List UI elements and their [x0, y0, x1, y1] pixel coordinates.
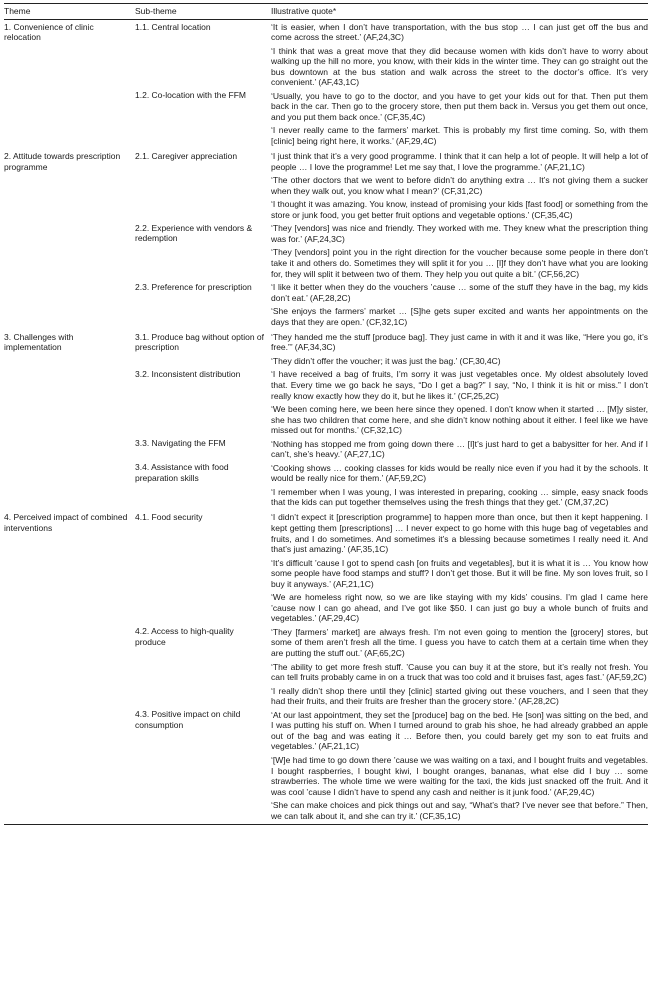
subtheme-cell: 1.2. Co-location with the FFM: [135, 90, 247, 101]
quote-cell: ‘I never really came to the farmers’ market. This is probably my first time coming. So, with them [clinic] being right here, it works.’ (AF,29,4C): [271, 125, 648, 147]
subtheme-cell: [135, 557, 271, 592]
themes-table: [4, 3, 648, 825]
table-row: [4, 355, 648, 369]
subtheme-cell: [135, 661, 271, 685]
table-row: [4, 404, 648, 439]
subtheme-cell: 4.1. Food security: [135, 512, 203, 523]
subtheme-cell: 1.1. Central location: [135, 21, 211, 32]
quote-cell: ‘Nothing has stopped me from going down there … [I]t’s just hard to get a babysitter for her. And if I can’t, she’s heavy.’ (AF,27,1C): [271, 438, 648, 460]
theme-cell: 3. Challenges with implementation: [4, 331, 74, 353]
table-row: [4, 149, 648, 175]
table-row: [4, 223, 648, 247]
subtheme-cell: [135, 486, 271, 510]
theme-cell: [4, 626, 135, 661]
quote-cell: ‘The ability to get more fresh stuff. ’Cause you can buy it at the store, but it’s really not fresh. You can tell fruits probably came in on a truck that was too cold and it bruises fast, ages fast.’ (AF,59,2C): [271, 661, 648, 683]
quote-cell: ‘They handed me the stuff [produce bag]. They just came in with it and it was like, “Here you go, it’s free.”’ (AF,34,3C): [271, 331, 648, 353]
theme-cell: [4, 306, 135, 330]
theme-cell: [4, 592, 135, 627]
table-row: [4, 90, 648, 125]
header-quote: Illustrative quote*: [271, 4, 648, 20]
quote-cell: ‘They [farmers’ market] are always fresh. I’m not even going to mention the [grocery] stores, but some of them aren’t fresh all the time. I guess you have to catch them at a certain time when they are putting the stuff out.’ (AF,65,2C): [271, 626, 648, 659]
subtheme-cell: 2.3. Preference for prescription: [135, 281, 252, 292]
table-row: [4, 462, 648, 486]
theme-cell: [4, 557, 135, 592]
theme-cell: [4, 754, 135, 799]
quote-cell: ‘It is easier, when I don’t have transportation, with the bus stop … I can just get off the bus and come across the street.’ (AF,24,3C): [271, 21, 648, 43]
table-row: [4, 330, 648, 356]
table-row: [4, 438, 648, 462]
subtheme-cell: [135, 404, 271, 439]
subtheme-cell: 2.1. Caregiver appreciation: [135, 151, 238, 162]
table-row: [4, 199, 648, 223]
quote-cell: ‘It’s difficult ’cause I got to spend cash [on fruits and vegetables], but it is what it is … You know how some people have food stamps and stuff? I don’t get those. But it will be fine. My son loves fruit, so I buy it anyways.’ (AF,21,1C): [271, 557, 648, 589]
theme-cell: [4, 175, 135, 199]
quote-cell: ‘They [vendors] point you in the right direction for the voucher because some people in there don’t take it and others do. Sometimes they will split it for you … [I]f they don’t have what you are looking for, they will split it between two of them. They help you out quite a bit.’ (CF,56,2C): [271, 247, 648, 279]
quote-cell: ‘I thought it was amazing. You know, instead of promising your kids [fast food] or something from the store or junk food, you get better fruit options and vegetable options.’ (CF,35,4C): [271, 199, 648, 220]
quote-cell: ‘She can make choices and pick things out and say, “What’s that? I’ve never see that before.” Then, we can talk about it, and she can try it.’ (CF,35,1C): [271, 800, 648, 825]
subtheme-cell: [135, 175, 271, 199]
table-row: [4, 282, 648, 306]
quote-cell: ‘They didn’t offer the voucher; it was just the bag.’ (CF,30,4C): [271, 355, 501, 366]
theme-cell: [4, 709, 135, 754]
theme-cell: [4, 282, 135, 306]
table-row: [4, 125, 648, 149]
quote-cell: ‘I have received a bag of fruits, I’m sorry it was just vegetables once. My oldest absolutely loved that. Every time we go back he says, “Do I get a bag?” I say, “No, I think it is hit or miss.” I don’t really know exactly how they do it, but he likes it.’ (CF,25,2C): [271, 369, 648, 401]
table-row: [4, 592, 648, 627]
table-row: [4, 661, 648, 685]
subtheme-cell: [135, 754, 271, 799]
theme-cell: 2. Attitude towards prescription programme: [4, 151, 121, 172]
table-row: [4, 754, 648, 799]
theme-cell: 1. Convenience of clinic relocation: [4, 21, 94, 43]
quote-cell: ‘Usually, you have to go to the doctor, and you have to get your kids out for that. Then put them back in the car. Then go to the grocery store, then put them back in. Versus you get them out once, and you put them back once.’ (CF,35,4C): [271, 90, 648, 122]
subtheme-cell: [135, 125, 271, 149]
table-row: [4, 626, 648, 661]
table-row: [4, 247, 648, 282]
table-row: [4, 557, 648, 592]
table-body: [4, 19, 648, 825]
theme-cell: [4, 800, 135, 825]
quote-cell: ‘I really didn’t shop there until they [clinic] started giving out these vouchers, and I seen that they had their fruits, and their fruits are fresher than the grocery store.’ (AF,28,2C): [271, 685, 648, 707]
table-row: [4, 709, 648, 754]
subtheme-cell: 3.1. Produce bag without option of prescription: [135, 331, 265, 353]
quote-cell: ‘We been coming here, we been here since they opened. I don’t know when it started … [M]y sister, she has two children that come here, and she didn’t know nothing about it either. I feel like we have missed out for months.’ (CF,32,1C): [271, 404, 648, 436]
subtheme-cell: [135, 45, 271, 90]
subtheme-cell: 3.4. Assistance with food preparation skills: [135, 462, 229, 483]
quote-cell: ‘At our last appointment, they set the [produce] bag on the bed. He [son] was sitting on the bed, and I was putting his stuff on. When I turned around to grab his shoe, he had already grabbed an apple out of the bag and was eating it … Before then, you could barely get my son to eat fruits and vegetables.’ (AF,21,1C): [271, 709, 648, 752]
quote-cell: ‘We are homeless right now, so we are like staying with my kids’ cousins. I’m glad I came here ’cause now I can go ahead, and I’ve got like $50. I can just go buy a whole bunch of fruits and vegetables.’ (AF,29,4C): [271, 592, 648, 624]
theme-cell: [4, 223, 135, 247]
table-row: [4, 685, 648, 709]
quote-cell: ‘I think that was a great move that they did because women with kids don’t have to worry about walking up the hill no more, you know, with their kids in the winter time. They can go straight out the bus downtown at the bus station and walk across the street to the doctor’s office. It’s very convenient.’ (AF,43,1C): [271, 45, 648, 88]
theme-cell: [4, 462, 135, 486]
subtheme-cell: [135, 306, 271, 330]
header-theme: Theme: [4, 4, 135, 20]
theme-cell: [4, 355, 135, 369]
table-row: [4, 175, 648, 199]
quote-cell: ‘[W]e had time to go down there ’cause we was waiting on a taxi, and I bought fruits and vegetables. I bought raspberries, I bought kiwi, I bought oranges, bananas, what else did I buy … some strawberries. The whole time we were waiting for the taxi, the kids just snacked off the fruit. And it was cool ’cause I didn’t have to spend any cash and neither is it junk food.’ (AF,29,4C): [271, 754, 648, 797]
quote-cell: ‘They [vendors] was nice and friendly. They worked with me. They knew what the prescription thing was for.’ (AF,24,3C): [271, 223, 648, 244]
quote-cell: ‘I remember when I was young, I was interested in preparing, cooking … simple, easy snack foods that the kids can put together themselves using the fresh things that they get.’ (CM,37,2C): [271, 486, 648, 508]
theme-cell: [4, 247, 135, 282]
subtheme-cell: 4.2. Access to high-quality produce: [135, 626, 234, 647]
theme-cell: [4, 438, 135, 462]
subtheme-cell: 4.3. Positive impact on child consumption: [135, 709, 241, 730]
quote-cell: ‘I just think that it’s a very good programme. I think that it can help a lot of people. It will help a lot of people … I love the programme! Let me say that, I love the programme.’ (AF,21,1C): [271, 151, 648, 172]
quote-cell: ‘The other doctors that we went to before didn’t do anything extra … It’s not giving them a sucker when they walk out, you know what I mean?’ (CF,31,2C): [271, 175, 648, 196]
subtheme-cell: [135, 355, 271, 369]
theme-cell: [4, 45, 135, 90]
quote-cell: ‘Cooking shows … cooking classes for kids would be really nice even if you had it by the schools. It would be really nice for them.’ (AF,59,2C): [271, 462, 648, 484]
theme-cell: [4, 685, 135, 709]
header-row: [4, 4, 648, 20]
table-row: [4, 45, 648, 90]
quote-cell: ‘I like it better when they do the vouchers ’cause … some of the stuff they have in the bag, my kids don’t eat.’ (AF,28,2C): [271, 282, 648, 303]
subtheme-cell: [135, 800, 271, 825]
theme-cell: 4. Perceived impact of combined interventions: [4, 512, 128, 534]
table-row: [4, 19, 648, 45]
subtheme-cell: 2.2. Experience with vendors & redemption: [135, 222, 253, 244]
table-header: [4, 4, 648, 20]
table-row: [4, 486, 648, 510]
table-row: [4, 800, 648, 825]
quote-cell: ‘I didn’t expect it [prescription programme] to happen more than once, but then it kept happening. I kept getting them [prescriptions] … I never expect to go home with this huge bag of vegetables and fruits, and I do sometimes. And sometimes it’s a blessing because sometimes I really need it. And that’s just amazing.’ (AF,35,1C): [271, 512, 648, 555]
subtheme-cell: [135, 247, 271, 282]
table-row: [4, 369, 648, 404]
subtheme-cell: 3.2. Inconsistent distribution: [135, 368, 241, 379]
theme-cell: [4, 199, 135, 223]
theme-cell: [4, 661, 135, 685]
table-row: [4, 510, 648, 557]
theme-cell: [4, 369, 135, 404]
header-subtheme: Sub-theme: [135, 4, 271, 20]
subtheme-cell: [135, 592, 271, 627]
table-row: [4, 306, 648, 330]
subtheme-cell: 3.3. Navigating the FFM: [135, 438, 226, 449]
subtheme-cell: [135, 199, 271, 223]
theme-cell: [4, 486, 135, 510]
subtheme-cell: [135, 685, 271, 709]
theme-cell: [4, 90, 135, 125]
quote-cell: ‘She enjoys the farmers’ market … [S]he gets super excited and wants her appointments on the days that they are open.’ (CF,32,1C): [271, 306, 648, 327]
theme-cell: [4, 125, 135, 149]
theme-cell: [4, 404, 135, 439]
